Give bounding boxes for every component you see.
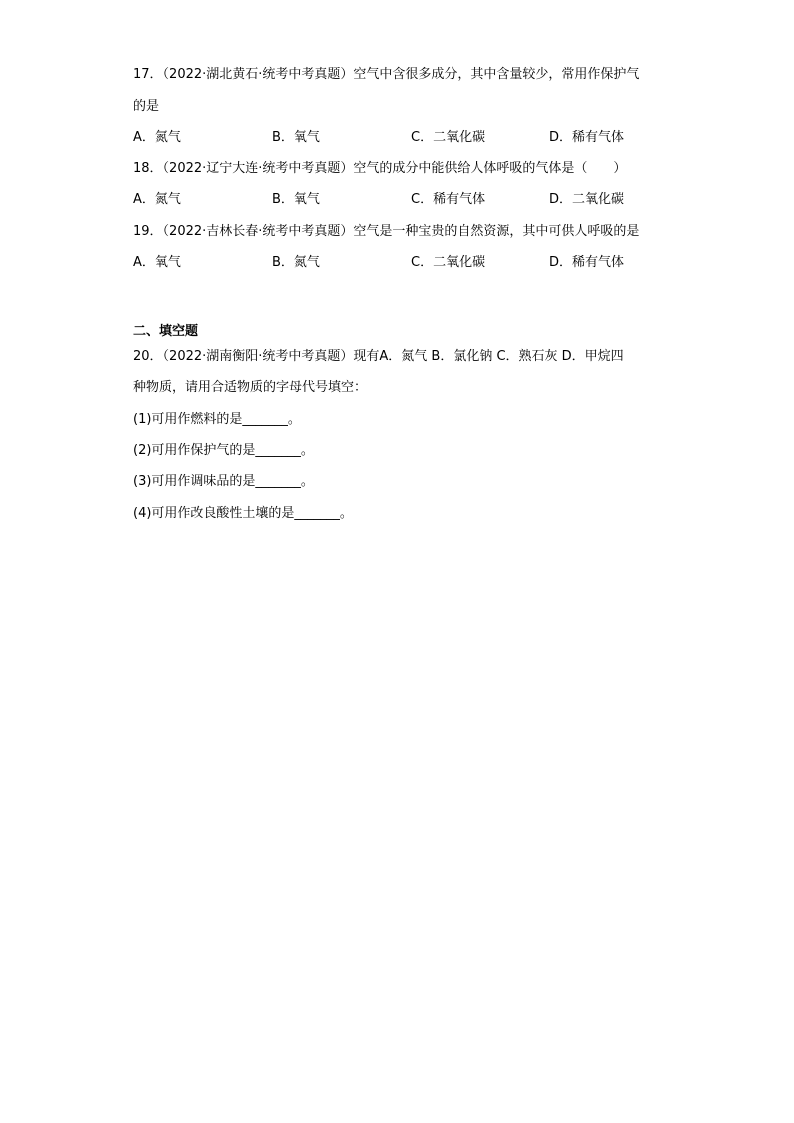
question-17-stem — [133, 67, 639, 83]
question-17-option-b: B．氧气 — [272, 130, 320, 145]
question-17-stem-cont: 的是 — [133, 99, 160, 114]
question-19-stem — [133, 224, 639, 240]
question-20-part-3: (3)可用作调味品的是_______。 — [133, 474, 314, 489]
question-20-stem-cont: 种物质，请用合适物质的字母代号填空： — [133, 380, 368, 395]
question-text: （2022·湖北黄石·统考中考真题）空气中含很多成分，其中含量较少，常用作保护气 — [162, 67, 640, 82]
question-number: 17． — [133, 67, 163, 82]
question-number: 18． — [133, 161, 163, 176]
question-text: （2022·辽宁大连·统考中考真题）空气的成分中能供给人体呼吸的气体是（ ） — [162, 161, 627, 176]
question-17-option-c: C．二氧化碳 — [411, 130, 486, 145]
question-19-option-d: D．稀有气体 — [549, 255, 625, 270]
question-18-option-c: C．稀有气体 — [411, 192, 486, 207]
question-18-option-b: B．氧气 — [272, 192, 320, 207]
section-heading: 二、填空题 — [133, 324, 199, 339]
question-18-option-d: D．二氧化碳 — [549, 192, 625, 207]
question-number: 19． — [133, 224, 163, 239]
question-19-option-b: B．氮气 — [272, 255, 320, 270]
question-20-part-1: (1)可用作燃料的是_______。 — [133, 412, 301, 427]
question-18-option-a: A．氮气 — [133, 192, 181, 207]
question-19-option-c: C．二氧化碳 — [411, 255, 486, 270]
question-20-part-4: (4)可用作改良酸性土壤的是_______。 — [133, 506, 353, 521]
question-text: （2022·吉林长春·统考中考真题）空气是一种宝贵的自然资源，其中可供人呼吸的是 — [162, 224, 640, 239]
question-20-stem: 20．（2022·湖南衡阳·统考中考真题）现有A．氮气 B．氯化钠 C．熟石灰 D．甲烷四 — [133, 349, 624, 364]
question-19-option-a: A．氧气 — [133, 255, 181, 270]
question-17-option-d: D．稀有气体 — [549, 130, 625, 145]
question-20-part-2: (2)可用作保护气的是_______。 — [133, 443, 314, 458]
question-18-stem — [133, 161, 626, 177]
question-17-option-a: A．氮气 — [133, 130, 181, 145]
